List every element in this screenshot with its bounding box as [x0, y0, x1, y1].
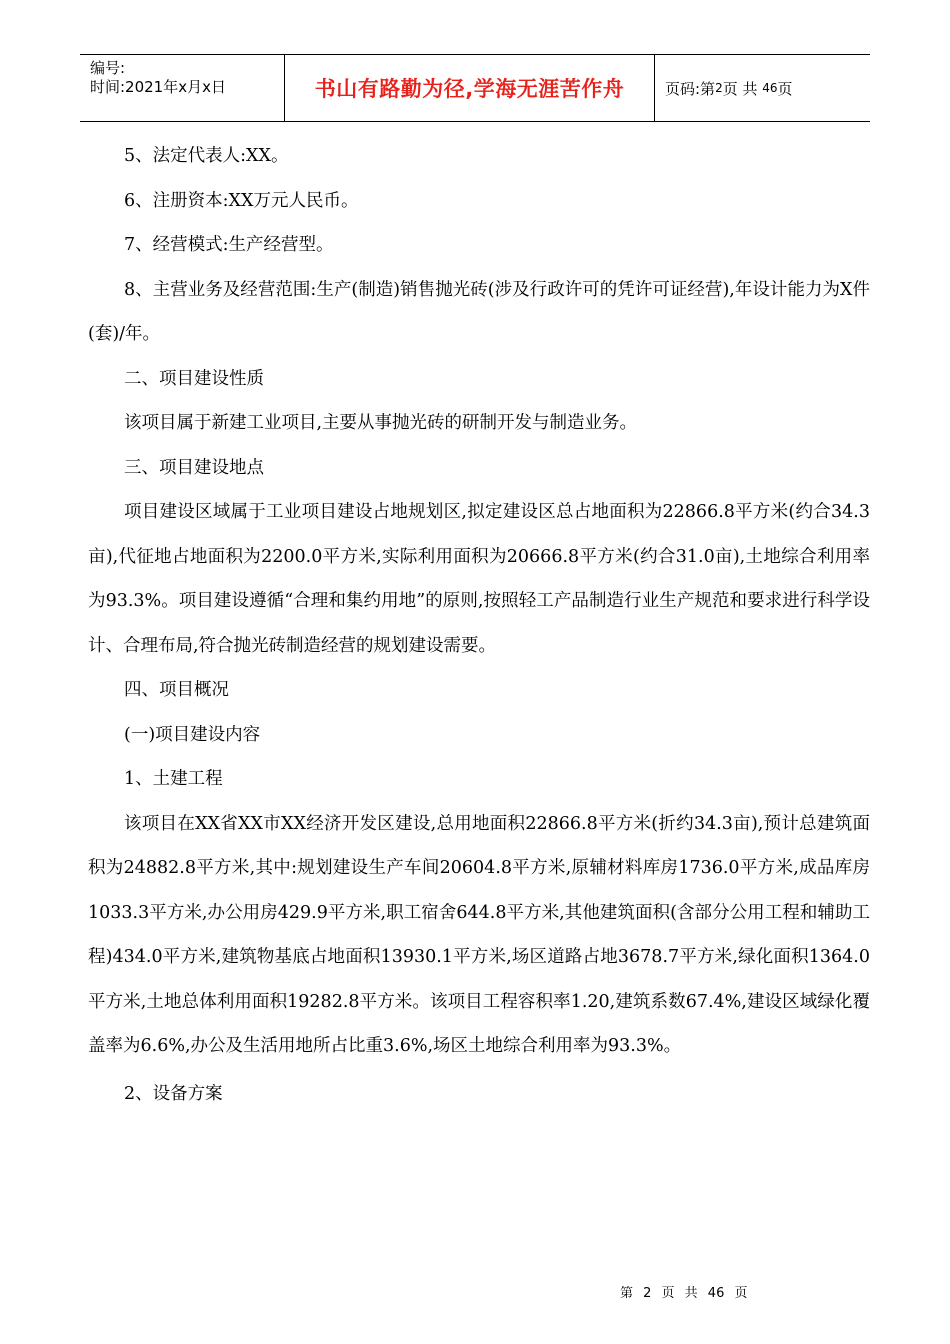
item-heading-equipment: 2、设备方案	[124, 1083, 223, 1104]
subsection-heading-content: (一)项目建设内容	[124, 724, 261, 745]
paragraph-nature: 该项目属于新建工业项目,主要从事抛光砖的研制开发与制造业务。	[124, 413, 638, 433]
paragraph-business-model: 7、经营模式:生产经营型。	[124, 235, 334, 255]
page-header	[80, 54, 870, 122]
document-number-label: 编号:	[90, 59, 126, 77]
document-date: 时间:2021年x月x日	[90, 78, 226, 96]
section-heading-location: 三、项目建设地点	[124, 457, 264, 478]
page-prefix: 页码:第	[665, 79, 716, 98]
page-mid: 页 共	[722, 79, 758, 98]
paragraph-legal-rep: 5、法定代表人:XX。	[124, 146, 289, 166]
paragraph-capital: 6、注册资本:XX万元人民币。	[124, 190, 359, 211]
paragraph-civil-works: 该项目在XX省XX市XX经济开发区建设,总用地面积22866.8平方米(折约34.3亩),预计总建筑面积为24882.8平方米,其中:规划建设生产车间20604.8平方米,原辅材料库房1736.0平方米,成品库房1033.3平方米,办公用房429.9平方米,职工宿舍644.8平方米,其他建筑面积(含部分公用工程和辅助工程)434.0平方米,建筑物基底占地面积13930.1平方米,场区道路占地3678.7平方米,绿化面积1364.0平方米,土地总体利用面积19282.8平方米。该项目工程容积率1.20,建筑系数67.4%,建设区域绿化覆盖率为6.6%,办公及生活用地所占比重3.6%,场区土地综合利用率为93.3%。	[88, 813, 870, 1056]
section-heading-nature: 二、项目建设性质	[124, 368, 264, 389]
paragraph-business-scope: 8、主营业务及经营范围:生产(制造)销售抛光砖(涉及行政许可的凭许可证经营),年设计能力为X件(套)/年。	[88, 279, 870, 344]
page-suffix: 页	[777, 79, 793, 98]
page-total: 46	[762, 81, 778, 95]
section-heading-overview: 四、项目概况	[124, 680, 229, 700]
page-number: 2	[715, 81, 723, 95]
document-body	[88, 134, 870, 1116]
page-footer: 第 2 页 共 46 页	[620, 1286, 748, 1301]
header-meta	[80, 55, 285, 121]
item-heading-civil-works: 1、土建工程	[124, 769, 223, 789]
header-motto: 书山有路勤为径,学海无涯苦作舟	[285, 55, 655, 121]
header-page-info	[655, 55, 870, 121]
paragraph-location: 项目建设区域属于工业项目建设占地规划区,拟定建设区总占地面积为22866.8平方米(约合34.3亩),代征地占地面积为2200.0平方米,实际利用面积为20666.8平方米(约合31.0亩),土地综合利用率为93.3%。项目建设遵循“合理和集约用地”的原则,按照轻工产品制造行业生产规范和要求进行科学设计、合理布局,符合抛光砖制造经营的规划建设需要。	[88, 502, 870, 656]
